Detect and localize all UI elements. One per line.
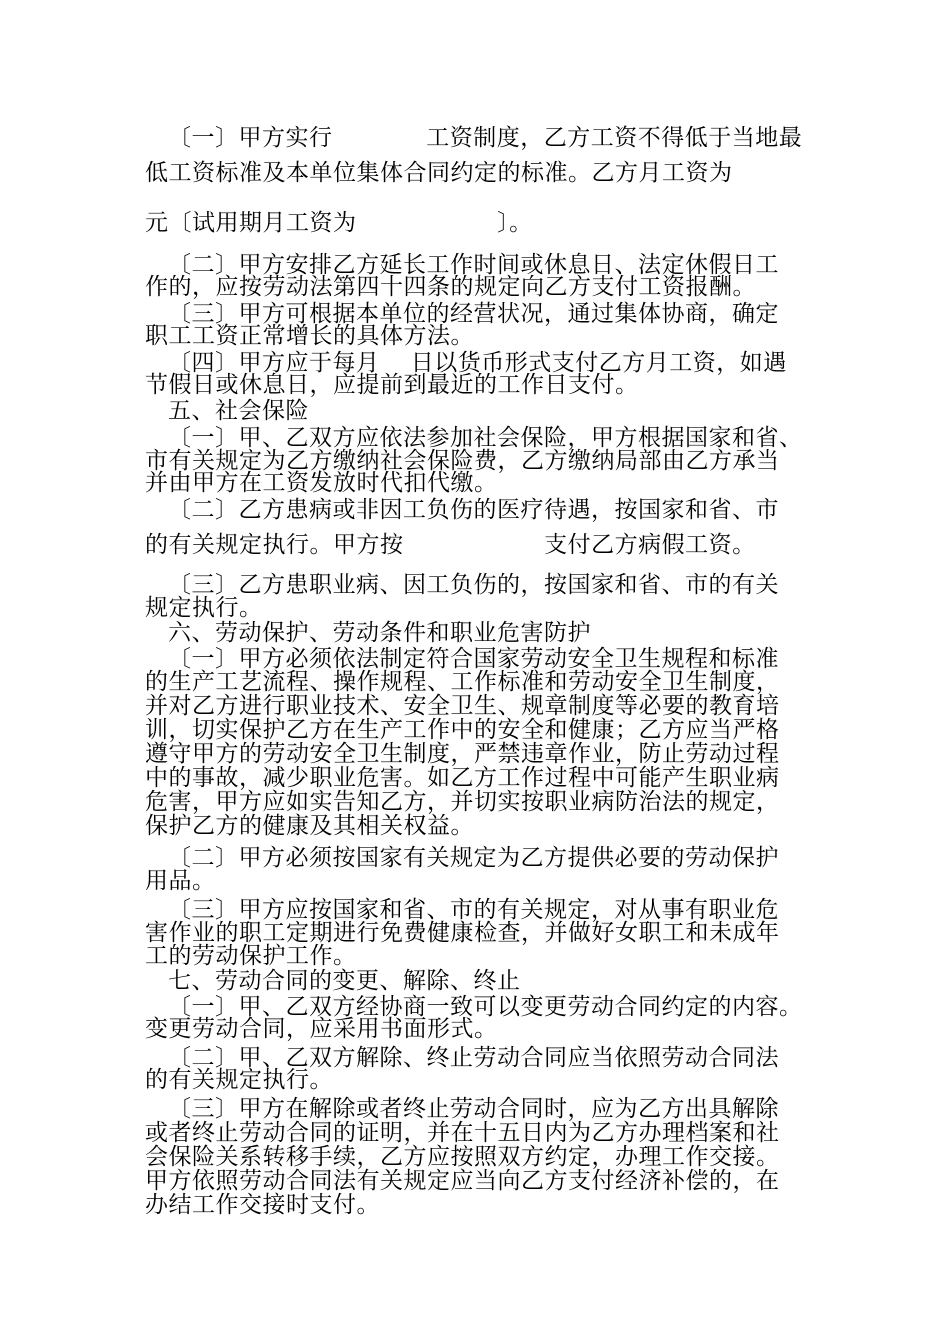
clause-5-1-line-2: 市有关规定为乙方缴纳社会保险费，乙方缴纳局部由乙方承当: [145, 448, 780, 474]
clause-6-1-line-5: 遵守甲方的劳动安全卫生制度，严禁违章作业，防止劳动过程: [145, 741, 780, 767]
clause-6-1-line-8: 保护乙方的健康及其相关权益。: [145, 813, 474, 839]
clause-4-2-line-2: 作的，应按劳动法第四十四条的规定向乙方支付工资报酬。: [145, 274, 756, 300]
clause-7-3-line-5: 办结工作交接时支付。: [145, 1192, 380, 1218]
clause-7-3-line-4: 甲方依照劳动合同法有关规定应当向乙方支付经济补偿的，在: [145, 1168, 780, 1194]
clause-6-1-line-1: 〔一〕甲方必须依法制定符合国家劳动安全卫生规程和标准: [168, 646, 779, 672]
clause-4-4-line-2: 节假日或休息日，应提前到最近的工作日支付。: [145, 372, 639, 398]
clause-7-3-line-3: 会保险关系转移手续，乙方应按照双方约定，办理工作交接。: [145, 1144, 780, 1170]
clause-6-3-line-1: 〔三〕甲方应按国家和省、市的有关规定，对从事有职业危: [168, 897, 779, 923]
clause-6-1-line-7: 危害，甲方应如实告知乙方，并切实按职业病防治法的规定，: [145, 789, 780, 815]
clause-6-2-line-1: 〔二〕甲方必须按国家有关规定为乙方提供必要的劳动保护: [168, 845, 779, 871]
clause-6-1-line-2: 的生产工艺流程、操作规程、工作标准和劳动安全卫生制度，: [145, 669, 780, 695]
clause-7-3-line-2: 或者终止劳动合同的证明，并在十五日内为乙方办理档案和社: [145, 1120, 780, 1146]
section-5-heading: 五、社会保险: [168, 398, 309, 424]
clause-4-3-line-1: 〔三〕甲方可根据本单位的经营状况，通过集体协商，确定: [168, 301, 779, 327]
clause-6-3-line-2: 害作业的职工定期进行免费健康检查，并做好女职工和未成年: [145, 920, 780, 946]
section-6-heading: 六、劳动保护、劳动条件和职业危害防护: [168, 620, 591, 646]
clause-7-1-line-1: 〔一〕甲、乙双方经协商一致可以变更劳动合同约定的内容。: [168, 994, 803, 1020]
clause-7-2-line-2: 的有关规定执行。: [145, 1067, 333, 1093]
clause-5-2-line-2: 的有关规定执行。甲方按 支付乙方病假工资。: [145, 532, 756, 558]
clause-7-3-line-1: 〔三〕甲方在解除或者终止劳动合同时，应为乙方出具解除: [168, 1096, 779, 1122]
clause-5-1-line-1: 〔一〕甲、乙双方应依法参加社会保险，甲方根据国家和省、: [168, 425, 803, 451]
clause-6-1-line-3: 并对乙方进行职业技术、安全卫生、规章制度等必要的教育培: [145, 693, 780, 719]
clause-4-3-line-2: 职工工资正常增长的具体方法。: [145, 323, 474, 349]
clause-4-1-line-2: 低工资标准及本单位集体合同约定的标准。乙方月工资为: [145, 160, 733, 186]
clause-7-1-line-2: 变更劳动合同，应采用书面形式。: [145, 1016, 498, 1042]
clause-4-4-line-1: 〔四〕甲方应于每月 日以货币形式支付乙方月工资，如遇: [168, 350, 787, 376]
clause-5-3-line-2: 规定执行。: [145, 595, 263, 621]
clause-5-3-line-1: 〔三〕乙方患职业病、因工负伤的，按国家和省、市的有关: [168, 572, 779, 598]
clause-5-1-line-3: 并由甲方在工资发放时代扣代缴。: [145, 470, 498, 496]
clause-6-1-line-6: 中的事故，减少职业危害。如乙方工作过程中可能产生职业病: [145, 765, 780, 791]
clause-6-2-line-2: 用品。: [145, 868, 216, 894]
clause-6-1-line-4: 训，切实保护乙方在生产工作中的安全和健康；乙方应当严格: [145, 717, 780, 743]
clause-7-2-line-1: 〔二〕甲、乙双方解除、终止劳动合同应当依照劳动合同法: [168, 1045, 779, 1071]
clause-5-2-line-1: 〔二〕乙方患病或非因工负伤的医疗待遇，按国家和省、市: [168, 497, 779, 523]
section-7-heading: 七、劳动合同的变更、解除、终止: [168, 968, 521, 994]
clause-4-1-line-3: 元〔试用期月工资为 〕。: [145, 210, 533, 236]
clause-4-2-line-1: 〔二〕甲方安排乙方延长工作时间或休息日、法定休假日工: [168, 252, 779, 278]
clause-6-3-line-3: 工的劳动保护工作。: [145, 943, 357, 969]
clause-4-1-line-1: 〔一〕甲方实行 工资制度，乙方工资不得低于当地最: [168, 125, 803, 151]
